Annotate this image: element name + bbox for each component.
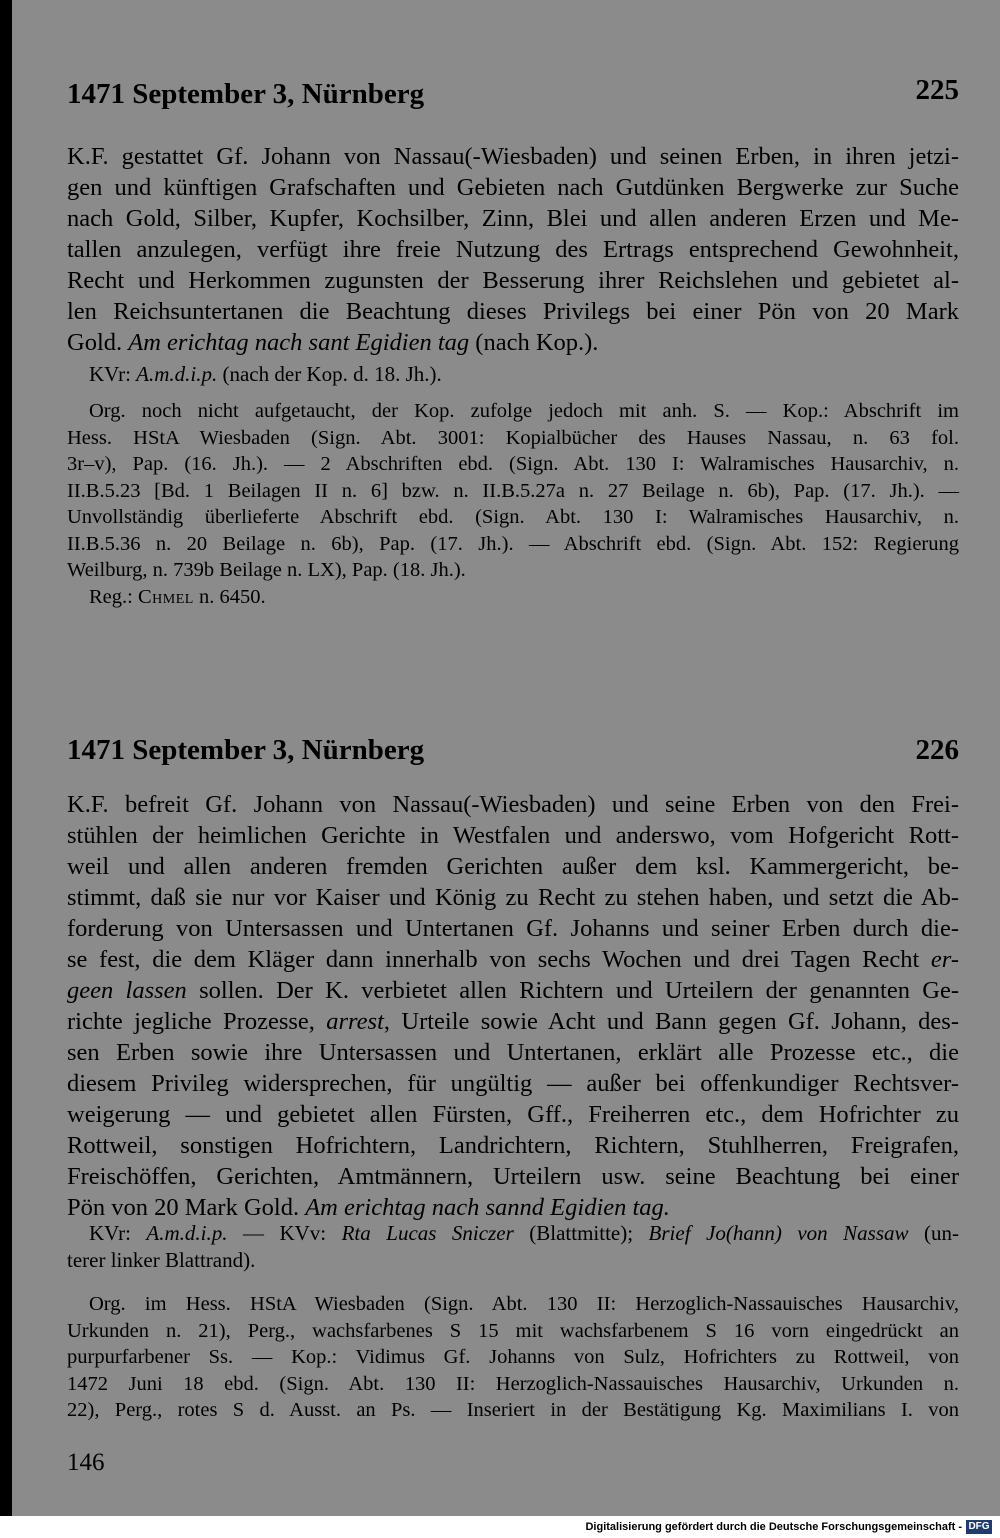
digitization-credit-bar <box>0 1516 1000 1538</box>
summary-line <box>67 975 959 1006</box>
summary-line: Rottweil, sonstigen Hofrichtern, Landrichtern, Richtern, Stuhlherren, Freigrafen, <box>67 1132 959 1159</box>
kvr-text: (un- <box>908 1221 959 1245</box>
dfg-logo: DFG <box>966 1520 992 1534</box>
note-line: 3r–v), Pap. (16. Jh.). — 2 Abschriften ebd. (Sign. Abt. 130 I: Walramisches Hausarchiv, n. <box>67 453 959 475</box>
document-page <box>12 0 1000 1516</box>
date-quote: Am erichtag nach sant Egidien tag <box>128 329 470 356</box>
note-line: Org. noch nicht aufgetaucht, der Kop. zufolge jedoch mit anh. S. — Kop.: Abschrift im <box>89 400 959 422</box>
entry-title: 1471 September 3, Nürnberg <box>67 78 425 110</box>
summary-line: forderung von Untersassen und Untertanen Gf. Johanns und seiner Erben durch die- <box>67 915 959 942</box>
entry-title: 1471 September 3, Nürnberg <box>67 734 425 766</box>
summary-line <box>67 1006 959 1037</box>
kvr-line: terer linker Blattrand). <box>67 1248 256 1272</box>
reg-text: n. 6450. <box>193 585 266 608</box>
summary-text: richte jegliche Prozesse, <box>67 1008 327 1035</box>
summary-text: sollen. Der K. verbietet allen Richtern und Urteilern der genannten Ge- <box>186 977 959 1004</box>
kvr-italic: Rta Lucas Sniczer <box>341 1221 514 1245</box>
entry-number: 225 <box>915 74 959 106</box>
entry-header <box>67 730 959 780</box>
kvr-italic: A.m.d.i.p. <box>146 1221 228 1245</box>
note-line: Unvollständig überlieferte Abschrift ebd. (Sign. Abt. 130 I: Walramisches Hausarchiv, n. <box>67 506 959 528</box>
note-line: Weilburg, n. 739b Beilage n. LX), Pap. (18. Jh.). <box>67 559 466 581</box>
note-line: 22), Perg., rotes S d. Ausst. an Ps. — Inseriert in der Bestätigung Kg. Maximilians I. von <box>67 1399 959 1421</box>
summary-line: tallen anzulegen, verfügt ihre freie Nutzung des Ertrags entsprechend Gewohnheit, <box>67 236 959 263</box>
quote-italic: geen lassen <box>67 977 187 1004</box>
summary-line: weil und allen anderen fremden Gerichten außer dem ksl. Kammergericht, be- <box>67 853 959 880</box>
kvr-italic: A.m.d.i.p. <box>136 362 218 386</box>
note-line: 1472 Juni 18 ebd. (Sign. Abt. 130 II: Herzoglich-Nassauisches Hausarchiv, Urkunden n. <box>67 1372 959 1395</box>
summary-text: se fest, die dem Kläger dann innerhalb von sechs Wochen und drei Tagen Recht <box>67 946 931 973</box>
summary-line: len Reichsuntertanen die Beachtung dieses Privilegs bei einer Pön von 20 Mark <box>67 298 959 325</box>
kvr-text: (Blattmitte); <box>513 1221 649 1245</box>
summary-line: nach Gold, Silber, Kupfer, Kochsilber, Zinn, Blei und allen anderen Erzen und Me- <box>67 205 959 232</box>
quote-italic: arrest <box>326 1008 384 1035</box>
entry-summary <box>67 789 959 1223</box>
summary-line: K.F. gestattet Gf. Johann von Nassau(-Wiesbaden) und seinen Erben, in ihren jetzi- <box>67 143 959 170</box>
summary-line <box>67 327 959 358</box>
summary-line: sen Erben sowie ihre Untersassen und Untertanen, erklärt alle Prozesse etc., die <box>67 1039 959 1066</box>
summary-text: Pön von 20 Mark Gold. <box>67 1194 306 1221</box>
kanzleivermerk <box>67 1220 959 1274</box>
entry-number: 226 <box>915 734 959 766</box>
summary-text: , Urteile sowie Acht und Bann gegen Gf. Johann, des- <box>383 1008 959 1035</box>
entry-summary <box>67 141 959 358</box>
summary-line: Freischöffen, Gerichten, Amtmännern, Urteilern usw. seine Beachtung bei einer <box>67 1163 959 1190</box>
note-line: II.B.5.36 n. 20 Beilage n. 6b), Pap. (17. Jh.). — Abschrift ebd. (Sign. Abt. 152: Regierung <box>67 532 959 555</box>
summary-line: stimmt, daß sie nur vor Kaiser und König zu Recht zu stehen haben, und setzt die Ab- <box>67 884 959 911</box>
note-line: purpurfarbener Ss. — Kop.: Vidimus Gf. Johanns von Sulz, Hofrichters zu Rottweil, von <box>67 1346 959 1368</box>
regest-line <box>67 584 959 611</box>
summary-line <box>67 1192 959 1223</box>
credit-text: Digitalisierung gefördert durch die Deutsche Forschungsgemeinschaft - <box>585 1521 962 1533</box>
summary-line: Recht und Herkommen zugunsten der Besserung ihrer Reichslehen und gebietet al- <box>67 267 959 294</box>
summary-line: weigerung — und gebietet allen Fürsten, Gff., Freiherren etc., dem Hofrichter zu <box>67 1101 959 1128</box>
kvr-label: KVr: <box>89 1221 147 1245</box>
note-line: Urkunden n. 21), Perg., wachsfarbenes S 15 mit wachsfarbenem S 16 vorn eingedrückt an <box>67 1319 959 1342</box>
kvr-label: KVr: <box>89 362 137 386</box>
summary-line: K.F. befreit Gf. Johann von Nassau(-Wiesbaden) und seine Erben von den Frei- <box>67 791 959 818</box>
note-line: Org. im Hess. HStA Wiesbaden (Sign. Abt. 130 II: Herzoglich-Nassauisches Hausarchiv, <box>89 1293 959 1315</box>
kvr-text: — KVv: <box>227 1221 342 1245</box>
archival-notes <box>67 1291 959 1424</box>
quote-italic: er- <box>930 946 959 973</box>
summary-line: diesem Privileg widersprechen, für ungültig — außer bei offenkundiger Rechtsver- <box>67 1070 959 1097</box>
reg-label: Reg.: <box>89 585 138 608</box>
kvr-text: (nach der Kop. d. 18. Jh.). <box>217 362 442 386</box>
kanzleivermerk <box>89 361 959 388</box>
entry-header <box>67 74 959 124</box>
summary-line <box>67 944 959 975</box>
summary-line: stühlen der heimlichen Gerichte in Westfalen und anderswo, vom Hofgericht Rott- <box>67 822 959 849</box>
note-line: II.B.5.23 [Bd. 1 Beilagen II n. 6] bzw. n. II.B.5.27a n. 27 Beilage n. 6b), Pap. (17. Jh.). — <box>67 479 959 502</box>
reg-author: Chmel <box>137 585 194 608</box>
kvr-italic: Brief Jo(hann) von Nassaw <box>648 1221 909 1245</box>
page-number: 146 <box>67 1449 105 1476</box>
summary-text: (nach Kop.). <box>469 329 599 356</box>
note-line: Hess. HStA Wiesbaden (Sign. Abt. 3001: Kopialbücher des Hauses Nassau, n. 63 fol. <box>67 426 959 449</box>
kvr-line <box>67 1220 959 1247</box>
kvr-line <box>89 361 959 388</box>
archival-notes <box>67 398 959 610</box>
date-quote: Am erichtag nach sannd Egidien tag. <box>305 1194 670 1221</box>
summary-line: gen und künftigen Grafschaften und Gebieten nach Gutdünken Bergwerke zur Suche <box>67 174 959 201</box>
summary-text: Gold. <box>67 329 129 356</box>
